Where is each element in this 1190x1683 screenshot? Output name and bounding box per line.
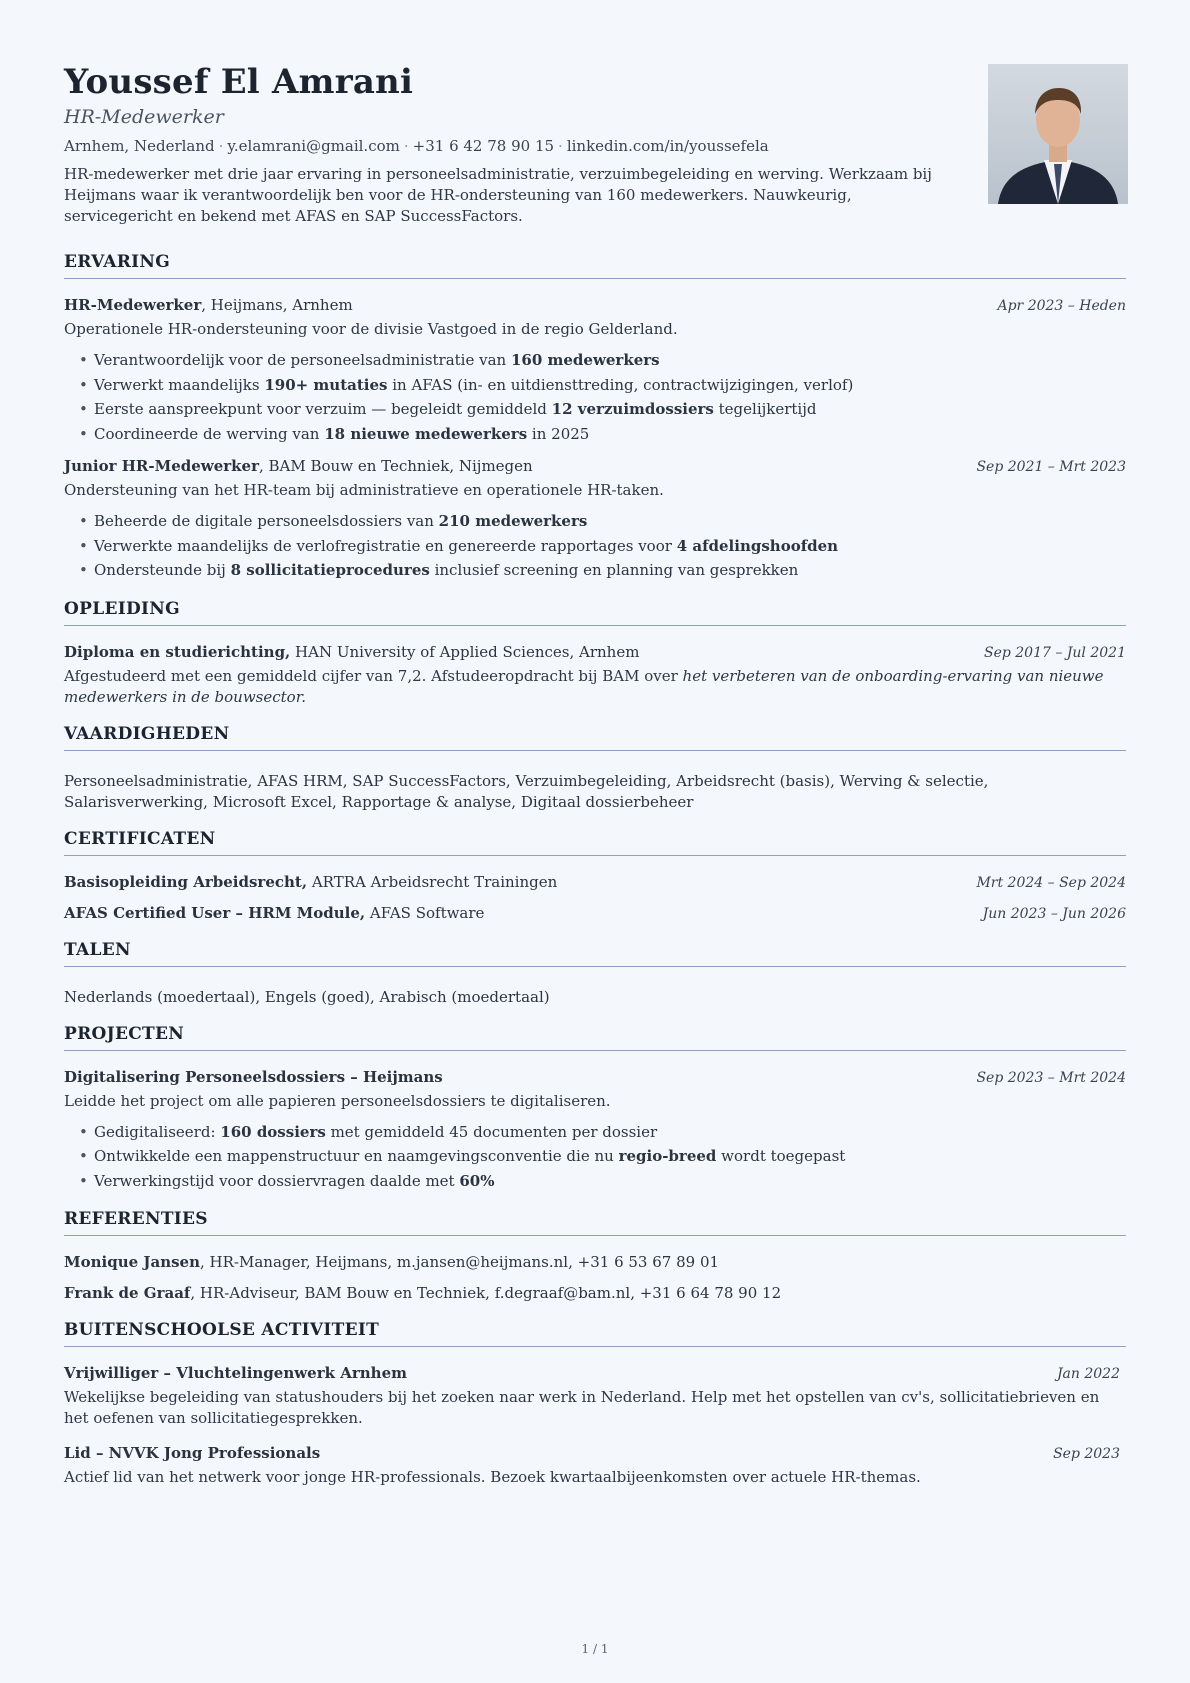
school: HAN University of Applied Sciences, Arnhem xyxy=(290,642,640,661)
certificate-entry xyxy=(64,903,1126,924)
list-item: • Verwerkt maandelijks 190+ mutaties in AFAS (in- en uitdiensttreding, contractwijzigingen, verlof) xyxy=(64,373,1126,398)
list-item: • Coordineerde de werving van 18 nieuwe medewerkers in 2025 xyxy=(64,422,1126,447)
activities-section xyxy=(64,1320,1126,1488)
job-date: Sep 2021 – Mrt 2023 xyxy=(976,459,1126,475)
separator: · xyxy=(403,137,409,155)
project-description: Leidde het project om alle papieren personeelsdossiers te digitaliseren. xyxy=(64,1091,611,1110)
languages-list: Nederlands (moedertaal), Engels (goed), Arabisch (moedertaal) xyxy=(64,987,550,1006)
education-date: Sep 2017 – Jul 2021 xyxy=(983,644,1126,661)
separator: · xyxy=(558,137,563,155)
resume-page xyxy=(64,62,1126,1488)
certificate-issuer: ARTRA Arbeidsrecht Trainingen xyxy=(307,872,558,891)
activity-description: Actief lid van het netwerk voor jonge HR-professionals. Bezoek kwartaalbijeenkomsten over actuele HR-themas. xyxy=(64,1468,921,1486)
reference-details: , HR-Adviseur, BAM Bouw en Techniek, f.degraaf@bam.nl, +31 6 64 78 90 12 xyxy=(190,1284,782,1302)
certificate-entry xyxy=(64,872,1126,893)
project-header xyxy=(64,1067,1126,1088)
job-achievements xyxy=(64,509,1126,583)
reference-name: Monique Jansen xyxy=(64,1253,200,1271)
list-item: • Verantwoordelijk voor de personeelsadministratie van 160 medewerkers xyxy=(64,348,1126,373)
certificate-name: Basisopleiding Arbeidsrecht, xyxy=(64,872,308,891)
linkedin-link[interactable]: linkedin.com/in/youssefela xyxy=(566,137,769,155)
education-section xyxy=(64,599,1126,708)
education-entry xyxy=(64,642,1126,708)
reference-details: , HR-Manager, Heijmans, m.jansen@heijmans.nl, +31 6 53 67 89 01 xyxy=(200,1253,720,1271)
degree: Diploma en studierichting, xyxy=(64,642,291,661)
section-title-activities: BUITENSCHOOLSE ACTIVITEIT xyxy=(64,1320,1126,1347)
projects-section xyxy=(64,1024,1126,1194)
activity-header xyxy=(64,1443,1126,1464)
separator: · xyxy=(218,137,224,155)
project-name: Digitalisering Personeelsdossiers – Heijmans xyxy=(64,1067,443,1086)
certificates-section xyxy=(64,829,1126,924)
profile-summary: HR-medewerker met drie jaar ervaring in personeelsadministratie, verzuimbegeleiding en werving. Werkzaam bij Heijmans waar ik verantwoordelijk ben voor de HR-ondersteuning van 160 medewerkers. Nauwkeurig, servicegericht en bekend met AFAS en SAP SuccessFactors. xyxy=(64,165,932,225)
phone: +31 6 42 78 90 15 xyxy=(412,137,555,155)
skills-section xyxy=(64,724,1126,813)
languages-section xyxy=(64,940,1126,1008)
section-title-skills: VAARDIGHEDEN xyxy=(64,724,1126,751)
contact-line xyxy=(64,136,1126,156)
certificate-date: Jun 2023 – Jun 2026 xyxy=(982,905,1126,922)
job-achievements xyxy=(64,348,1126,446)
activity-name: Vrijwilliger – Vluchtelingenwerk Arnhem xyxy=(64,1364,407,1382)
activity-name: Lid – NVVK Jong Professionals xyxy=(64,1444,321,1462)
list-item: • Verwerkingstijd voor dossiervragen daalde met 60% xyxy=(64,1169,1126,1194)
skills-list: Personeelsadministratie, AFAS HRM, SAP SuccessFactors, Verzuimbegeleiding, Arbeidsrecht (basis), Werving & selectie, Salarisverwerking, Microsoft Excel, Rapportage & analyse, Digitaal dossierbeheer xyxy=(64,771,989,811)
reference-name: Frank de Graaf xyxy=(64,1284,191,1302)
section-title-languages: TALEN xyxy=(64,940,1126,967)
section-title-education: OPLEIDING xyxy=(64,599,1126,626)
list-item: • Verwerkte maandelijks de verlofregistratie en genereerde rapportages voor 4 afdelingshoofden xyxy=(64,534,1126,559)
page-number: 1 / 1 xyxy=(581,1642,609,1656)
list-item: • Ontwikkelde een mappenstructuur en naamgevingsconventie die nu regio-breed wordt toegepast xyxy=(64,1144,1126,1169)
project-date: Sep 2023 – Mrt 2024 xyxy=(976,1069,1126,1086)
activity-entry xyxy=(64,1443,1126,1488)
activity-header xyxy=(64,1363,1126,1384)
reference-entry xyxy=(64,1252,1126,1273)
education-description: Afgestudeerd met een gemiddeld cijfer van 7,2. Afstudeeropdracht bij BAM over het verbeteren van de onboarding-ervaring van nieuwe medewerkers in de bouwsector. xyxy=(64,666,1104,706)
job-title: HR-Medewerker xyxy=(64,296,202,314)
job-title: Junior HR-Medewerker xyxy=(64,457,259,475)
list-item: • Beheerde de digitale personeelsdossiers van 210 medewerkers xyxy=(64,509,1126,534)
experience-section xyxy=(64,252,1126,583)
section-title-references: REFERENTIES xyxy=(64,1209,1126,1236)
reference-entry xyxy=(64,1283,1126,1304)
job-header xyxy=(64,456,1126,477)
section-title-certificates: CERTIFICATEN xyxy=(64,829,1126,856)
resume-header xyxy=(64,62,1126,242)
certificate-date: Mrt 2024 – Sep 2024 xyxy=(976,874,1126,891)
job-organization: , BAM Bouw en Techniek, Nijmegen xyxy=(258,457,533,475)
profile-photo xyxy=(988,64,1128,204)
section-title-experience: ERVARING xyxy=(64,252,1126,279)
certificate-issuer: AFAS Software xyxy=(365,903,485,922)
section-title-projects: PROJECTEN xyxy=(64,1024,1126,1051)
candidate-name: Youssef El Amrani xyxy=(64,62,414,102)
candidate-role: HR-Medewerker xyxy=(64,106,224,128)
certificate-name: AFAS Certified User – HRM Module, xyxy=(64,903,366,922)
list-item: • Ondersteunde bij 8 sollicitatieprocedures inclusief screening en planning van gesprekken xyxy=(64,558,1126,583)
activity-entry xyxy=(64,1363,1126,1429)
job-header xyxy=(64,295,1126,316)
email-link[interactable]: y.elamrani@gmail.com xyxy=(227,137,400,155)
job-description: Ondersteuning van het HR-team bij administratieve en operationele HR-taken. xyxy=(64,481,664,499)
project-entry xyxy=(64,1067,1126,1194)
project-achievements xyxy=(64,1120,1126,1194)
list-item: • Eerste aanspreekpunt voor verzuim — begeleidt gemiddeld 12 verzuimdossiers tegelijkertijd xyxy=(64,397,1126,422)
job-date: Apr 2023 – Heden xyxy=(997,298,1126,314)
list-item: • Gedigitaliseerd: 160 dossiers met gemiddeld 45 documenten per dossier xyxy=(64,1120,1126,1145)
location: Arnhem, Nederland xyxy=(64,137,215,155)
job-entry xyxy=(64,295,1126,446)
activity-description: Wekelijkse begeleiding van statushouders bij het zoeken naar werk in Nederland. Help met het opstellen van cv's, sollicitatiebrieven en het oefenen van sollicitatiegesprekken. xyxy=(64,1388,1100,1427)
profile-photo-image xyxy=(988,64,1128,204)
references-section xyxy=(64,1209,1126,1304)
job-organization: , Heijmans, Arnhem xyxy=(201,296,353,314)
education-header xyxy=(64,642,1126,663)
job-entry xyxy=(64,456,1126,583)
activity-date: Sep 2023 xyxy=(1053,1446,1120,1462)
job-description: Operationele HR-ondersteuning voor de divisie Vastgoed in de regio Gelderland. xyxy=(64,320,678,338)
activity-date: Jan 2022 xyxy=(1056,1366,1120,1382)
